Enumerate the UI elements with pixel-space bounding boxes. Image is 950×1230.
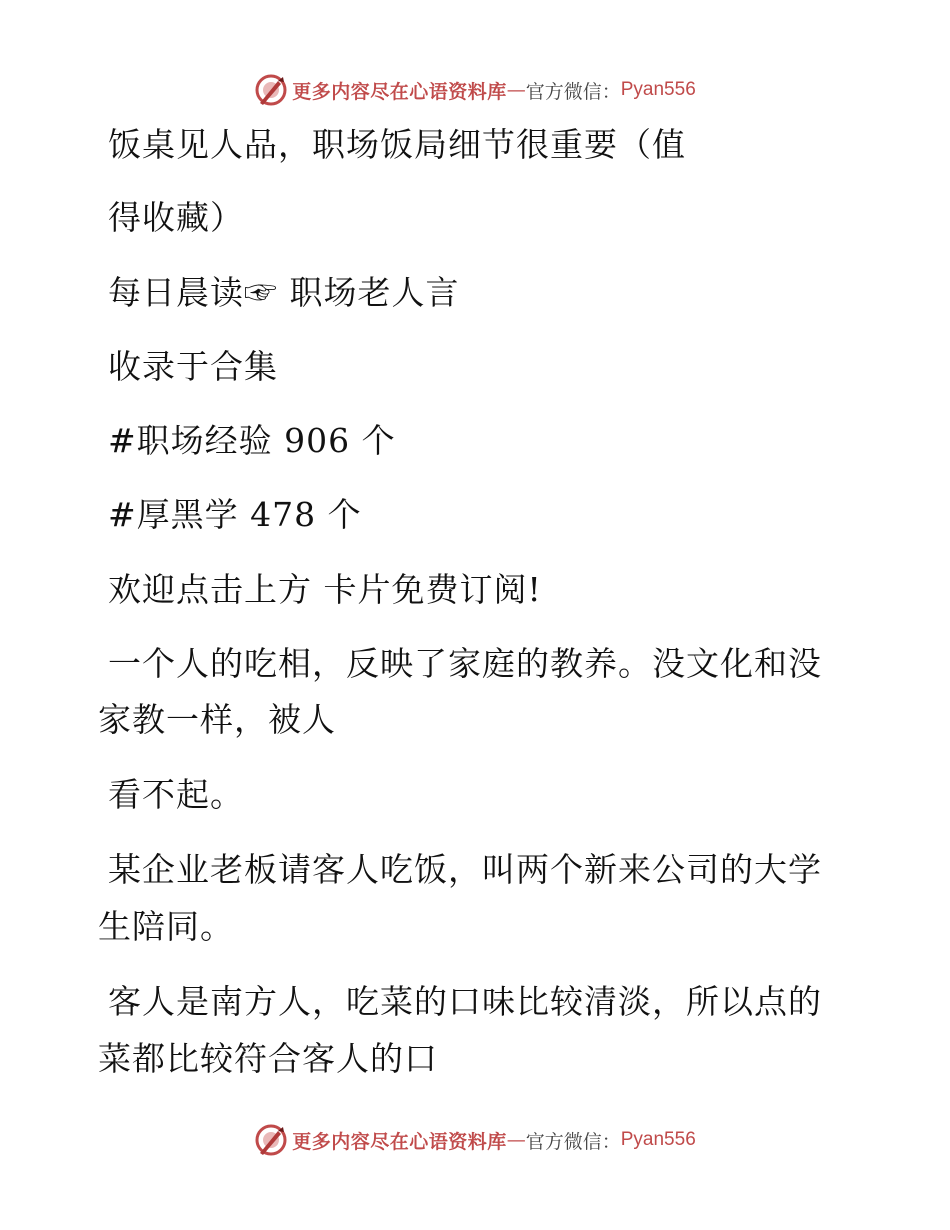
wechat-id: Pyan556 bbox=[620, 79, 696, 100]
paragraph-2-line-2: 生陪同。 bbox=[98, 907, 234, 946]
paragraph-3-line-1: 客人是南方人，吃菜的口味比较清淡，所以点的 bbox=[108, 982, 822, 1021]
title-line-2: 得收藏） bbox=[108, 198, 244, 237]
pen-logo-icon bbox=[254, 1123, 288, 1157]
collection-label: 收录于合集 bbox=[108, 347, 278, 386]
paragraph-3-line-2: 菜都比较符合客人的口 bbox=[98, 1039, 438, 1078]
brand-text: 更多内容尽在心语资料库 bbox=[292, 1130, 507, 1153]
banner-dash: — bbox=[506, 1129, 526, 1151]
wechat-id: Pyan556 bbox=[620, 1129, 696, 1150]
wechat-label: 官方微信： bbox=[525, 80, 621, 103]
title-line-1: 饭桌见人品，职场饭局细节很重要（值 bbox=[108, 125, 686, 164]
document-body bbox=[98, 0, 858, 1078]
brand-text: 更多内容尽在心语资料库 bbox=[292, 80, 507, 103]
paragraph-1-line-3: 看不起。 bbox=[108, 775, 244, 814]
tag-workplace-experience: #职场经验 906 个 bbox=[108, 421, 396, 460]
footer-banner bbox=[0, 1120, 950, 1160]
subscribe-text: 欢迎点击上方 卡片免费订阅! bbox=[108, 570, 542, 609]
series-line: 每日晨读☞ 职场老人言 bbox=[108, 273, 460, 312]
banner-dash: — bbox=[506, 79, 526, 101]
paragraph-1-line-2: 家教一样，被人 bbox=[98, 700, 336, 739]
paragraph-1-line-1: 一个人的吃相，反映了家庭的教养。没文化和没 bbox=[108, 644, 822, 683]
paragraph-2-line-1: 某企业老板请客人吃饭，叫两个新来公司的大学 bbox=[108, 850, 822, 889]
tag-thick-black: #厚黑学 478 个 bbox=[108, 495, 362, 534]
wechat-label: 官方微信： bbox=[525, 1130, 621, 1153]
